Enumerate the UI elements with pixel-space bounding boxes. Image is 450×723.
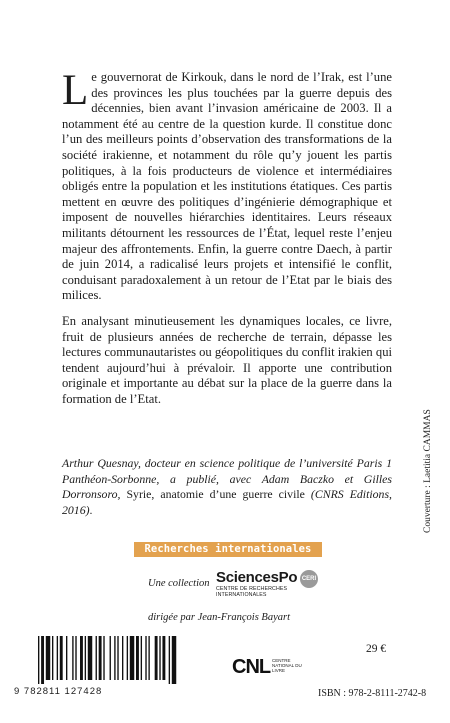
- barcode-bars: [36, 636, 181, 684]
- barcode-bar: [103, 636, 104, 680]
- barcode-bar: [122, 636, 123, 680]
- collection-label: Une collection: [148, 578, 210, 589]
- barcode-bar: [85, 636, 86, 680]
- series-title: Recherches internationales: [144, 543, 312, 555]
- cover-credit: Couverture : Laetitia CAMMAS: [423, 409, 433, 533]
- barcode-bar: [41, 636, 44, 684]
- summary-paragraph-1: [62, 67, 392, 304]
- barcode-bar: [136, 636, 139, 680]
- sciencespo-logo-subtitle-2: INTERNATIONALES: [216, 592, 267, 598]
- collection-director: dirigée par Jean-François Bayart: [148, 612, 291, 623]
- barcode-bar: [99, 636, 102, 680]
- barcode-bar: [96, 636, 97, 680]
- cnl-logo-subtitle: CENTRE NATIONAL DU LIVRE: [272, 658, 302, 673]
- barcode-bar: [57, 636, 58, 680]
- author-bio-end: .: [89, 502, 93, 517]
- barcode-bar: [75, 636, 76, 680]
- summary-text: [62, 67, 392, 417]
- barcode-bar: [80, 636, 83, 680]
- barcode-bar: [38, 636, 39, 684]
- barcode-bar: [66, 636, 67, 680]
- barcode-bar: [110, 636, 111, 680]
- barcode-bar: [127, 636, 128, 680]
- barcode-bar: [46, 636, 50, 680]
- summary-paragraph-2: En analysant minutieusement les dynamiques locales, ce livre, fruit de plusieurs années de recherche de terrain, dépasse les lectures communautaristes ou géopolitiques du conflit irakien qui tendent aujourd’hui à prévaloir. Il apporte une contribution originale et importante au débat sur la place de la guerre dans la formation de l’Etat.: [62, 313, 392, 406]
- price-label: 29 €: [366, 643, 387, 655]
- barcode-bar: [169, 636, 170, 684]
- sciencespo-logo: [216, 570, 297, 598]
- author-bio: [62, 456, 392, 518]
- barcode-bar: [117, 636, 118, 680]
- barcode-bar: [159, 636, 160, 680]
- ceri-seal-icon: CERI: [300, 570, 318, 588]
- barcode-bar: [172, 636, 176, 684]
- sciencespo-logo-subtitle-1: CENTRE DE RECHERCHES: [216, 586, 288, 592]
- summary-paragraph-1-text: e gouvernorat de Kirkouk, dans le nord de l’Irak, est l’une des provinces les plus touchées par la guerre depuis des décennies, bien avant l’invasion américaine de 2003. Il a notamment été au centre de la question kurde. Il constitue donc l’un des meilleurs points d’observation des transformations de la société irakienne, et notamment du rôle qu’y jouent les partis politiques, à la fois producteurs de violence et intermédiaires obligés entre la population et les institutions étatiques. Ces partis mettent en œuvre des politiques d’ingénierie démographique et imposent de nouvelles hiérarchies identitaires. Leurs réseaux militants détournent les ressources de l’État, lequel reste l’enjeu majeur des affrontements. Enfin, la guerre contre Daech, à partir de juin 2014, a radicalisé leurs projets et intensifié le conflit, conduisant paradoxalement à un retour de l’Etat par le biais des milices.: [62, 70, 392, 303]
- author-bio-publisher: (CNRS Editions, 2016): [62, 487, 392, 517]
- cnl-logo-mark: CNL: [232, 656, 271, 678]
- author-bio-book-title: Syrie, anatomie d’une guerre civile: [120, 487, 311, 501]
- barcode-bar: [130, 636, 134, 680]
- barcode: [36, 636, 181, 708]
- cnl-logo: [232, 656, 302, 678]
- barcode-bar: [145, 636, 146, 680]
- barcode-bar: [52, 636, 53, 680]
- sciencespo-logo-name: SciencesPo: [216, 569, 298, 586]
- barcode-bar: [148, 636, 149, 680]
- barcode-bar: [141, 636, 142, 680]
- barcode-bar: [88, 636, 92, 680]
- barcode-bar: [60, 636, 63, 680]
- barcode-bar: [162, 636, 165, 680]
- barcode-bar: [155, 636, 158, 680]
- drop-cap-letter: L: [62, 67, 89, 114]
- barcode-digits: 9 782811 127428: [14, 686, 103, 697]
- barcode-bar: [114, 636, 115, 680]
- isbn-label: ISBN : 978-2-8111-2742-8: [318, 688, 427, 699]
- author-bio-intro: Arthur Quesnay, docteur en science politique de l’université Paris 1 Panthéon-Sorbonne, a publié, avec Adam Baczko et Gilles Dorronsoro,: [62, 456, 392, 501]
- barcode-bar: [72, 636, 73, 680]
